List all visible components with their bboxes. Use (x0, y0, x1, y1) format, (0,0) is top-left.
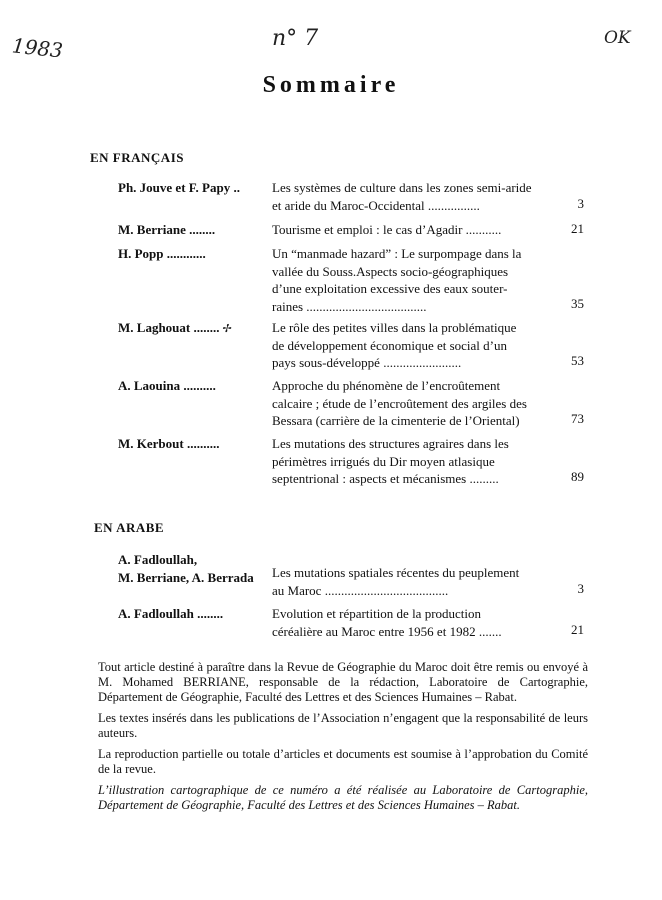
entry-title-line: pays sous-développé ........................ (272, 355, 462, 371)
note-paragraph: Les textes insérés dans les publications de l’Association n’engagent que la responsabilité de leurs auteurs. (98, 711, 588, 740)
note-paragraph: La reproduction partielle ou totale d’articles et documents est soumise à l’approbation du Comité de la revue. (98, 747, 588, 776)
entry-title (272, 245, 552, 315)
entry-page-number: 21 (571, 221, 584, 236)
entry-title-line: Un “manmade hazard” : Le surpompage dans la (272, 246, 522, 261)
entry-author-text: M. Laghouat ........ (118, 320, 220, 335)
entry-author: A. Fadloullah ........ (118, 606, 224, 621)
entry-author: M. Berriane ........ (118, 222, 216, 237)
handwritten-mark-icon: ✢ (221, 323, 231, 335)
handwritten-issue-number: n° 7 (272, 26, 319, 51)
section-heading-francais: EN FRANÇAIS (90, 150, 184, 165)
entry-title-line: raines ..................................... (272, 298, 427, 314)
entry-author: Ph. Jouve et F. Papy .. (118, 180, 240, 195)
entry-title-line: calcaire ; étude de l’encroûtement des argiles des (272, 395, 527, 411)
entry-page-number: 35 (571, 296, 584, 311)
entry-title-line: de développement économique et social d’un (272, 337, 508, 353)
entry-page-number: 89 (571, 469, 584, 484)
note-paragraph: Tout article destiné à paraître dans la Revue de Géographie du Maroc doit être remis ou envoyé à M. Mohamed BERRIANE, responsable de la rédaction, Laboratoire de Cartographie, Département de Géographie, Faculté des Lettres et des Sciences Humaines – Rabat. (98, 660, 588, 704)
entry-title-line: Tourisme et emploi : le cas d’Agadir ........... (272, 222, 502, 237)
entry-title-line: septentrional : aspects et mécanismes ......... (272, 471, 499, 487)
entry-title (272, 605, 552, 640)
entry-title-line: périmètres irrigués du Dir moyen atlasique (272, 453, 495, 469)
entry-title (272, 319, 552, 372)
handwritten-ok: OK (604, 28, 631, 48)
entry-author: M. Kerbout .......... (118, 436, 220, 451)
editorial-notes (98, 660, 588, 819)
entry-title-line: et aride du Maroc-Occidental ................ (272, 197, 480, 213)
entry-author-line: A. Fadloullah, (118, 552, 198, 567)
entry-title-line: Les systèmes de culture dans les zones semi-aride (272, 180, 532, 195)
entry-title (272, 179, 552, 214)
entry-author-line: M. Berriane, A. Berrada (118, 569, 254, 585)
page-title: Sommaire (262, 72, 400, 98)
entry-author: A. Laouina .......... (118, 378, 216, 393)
entry-page-number: 53 (571, 353, 584, 368)
entry-author (118, 551, 263, 586)
entry-page-number: 21 (571, 622, 584, 637)
entry-title (272, 435, 552, 488)
entry-title (272, 221, 552, 239)
entry-title-line: Evolution et répartition de la production (272, 606, 482, 621)
entry-title (272, 564, 552, 599)
entry-author (118, 320, 263, 336)
handwritten-year: 1983 (10, 33, 65, 63)
entry-title-line: Les mutations des structures agraires dans les (272, 436, 509, 451)
entry-title-line: céréalière au Maroc entre 1956 et 1982 ....... (272, 623, 502, 639)
entry-title-line: Bessara (carrière de la cimenterie de l’Oriental) (272, 413, 520, 429)
entry-title-line: au Maroc ...................................... (272, 582, 449, 598)
entry-title-line: d’une exploitation excessive des eaux souter- (272, 281, 508, 297)
entry-title-line: vallée du Souss.Aspects socio-géographiques (272, 263, 509, 279)
entry-title-line: Le rôle des petites villes dans la problématique (272, 320, 517, 335)
illustration-credit: L’illustration cartographique de ce numéro a été réalisée au Laboratoire de Cartographie, Département de Géographie, Faculté des Lettres et des Sciences Humaines – Rabat. (98, 783, 588, 812)
entry-title-line: Les mutations spatiales récentes du peuplement (272, 565, 520, 580)
entry-author: H. Popp ............ (118, 246, 206, 261)
entry-page-number: 3 (577, 581, 584, 596)
section-heading-arabe: EN ARABE (94, 520, 165, 535)
entry-title (272, 377, 552, 430)
entry-page-number: 3 (577, 196, 584, 211)
entry-title-line: Approche du phénomène de l’encroûtement (272, 378, 501, 393)
entry-page-number: 73 (571, 411, 584, 426)
